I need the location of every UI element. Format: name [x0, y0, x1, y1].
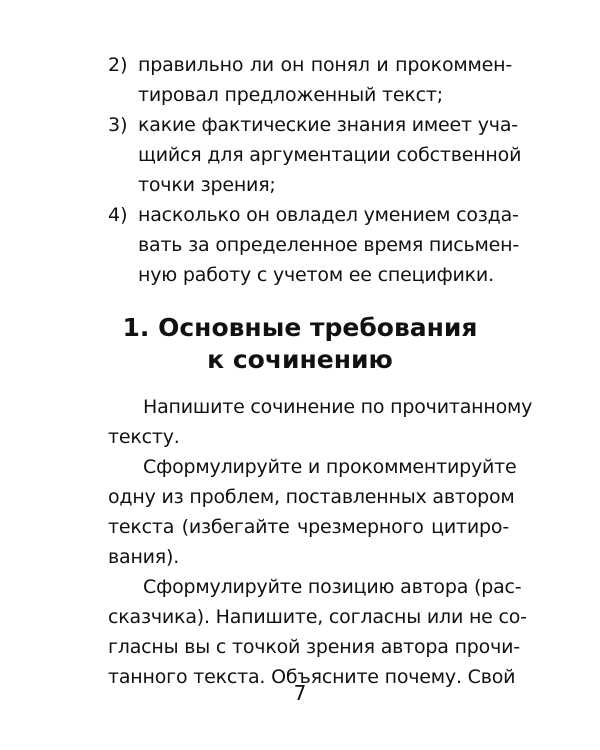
- list-item-line: какие фактические знания имеет уча-: [138, 114, 518, 136]
- paragraph-line: Сформулируйте и прокомментируйте: [143, 456, 517, 478]
- paragraph-line: вания).: [108, 546, 180, 568]
- list-item-number: 4): [108, 204, 128, 226]
- list-item-line: тировал предложенный текст;: [138, 84, 443, 106]
- list-item-number: 2): [108, 54, 128, 76]
- paragraph-line: гласны вы с точкой зрения автора прочи-: [108, 636, 520, 658]
- page-number: 7: [293, 681, 307, 705]
- paragraph-line: Сформулируйте позицию автора (рас-: [143, 576, 522, 598]
- paragraph-line: текста (избегайте чрезмерного цитиро-: [108, 516, 509, 538]
- paragraph-line: Напишите сочинение по прочитанному: [143, 396, 533, 418]
- section-heading-line-2: к сочинению: [207, 345, 393, 374]
- list-item-line: ную работу с учетом ее специфики.: [138, 264, 494, 286]
- list-item-line: щийся для аргументации собственной: [138, 144, 522, 166]
- paragraph-line: тексту.: [108, 426, 180, 448]
- list-item-line: насколько он овладел умением созда-: [138, 204, 519, 226]
- list-item-line: вать за определенное время письмен-: [138, 234, 520, 256]
- paragraph-line: танного текста. Объясните почему. Свой: [108, 666, 516, 688]
- list-item-line: точки зрения;: [138, 174, 276, 196]
- paragraph-line: одну из проблем, поставленных автором: [108, 486, 515, 508]
- list-item-line: правильно ли он понял и прокоммен-: [138, 54, 512, 76]
- list-item-number: 3): [108, 114, 128, 136]
- paragraph-line: сказчика). Напишите, согласны или не со-: [108, 606, 527, 628]
- section-heading-line-1: 1. Основные требования: [122, 313, 478, 342]
